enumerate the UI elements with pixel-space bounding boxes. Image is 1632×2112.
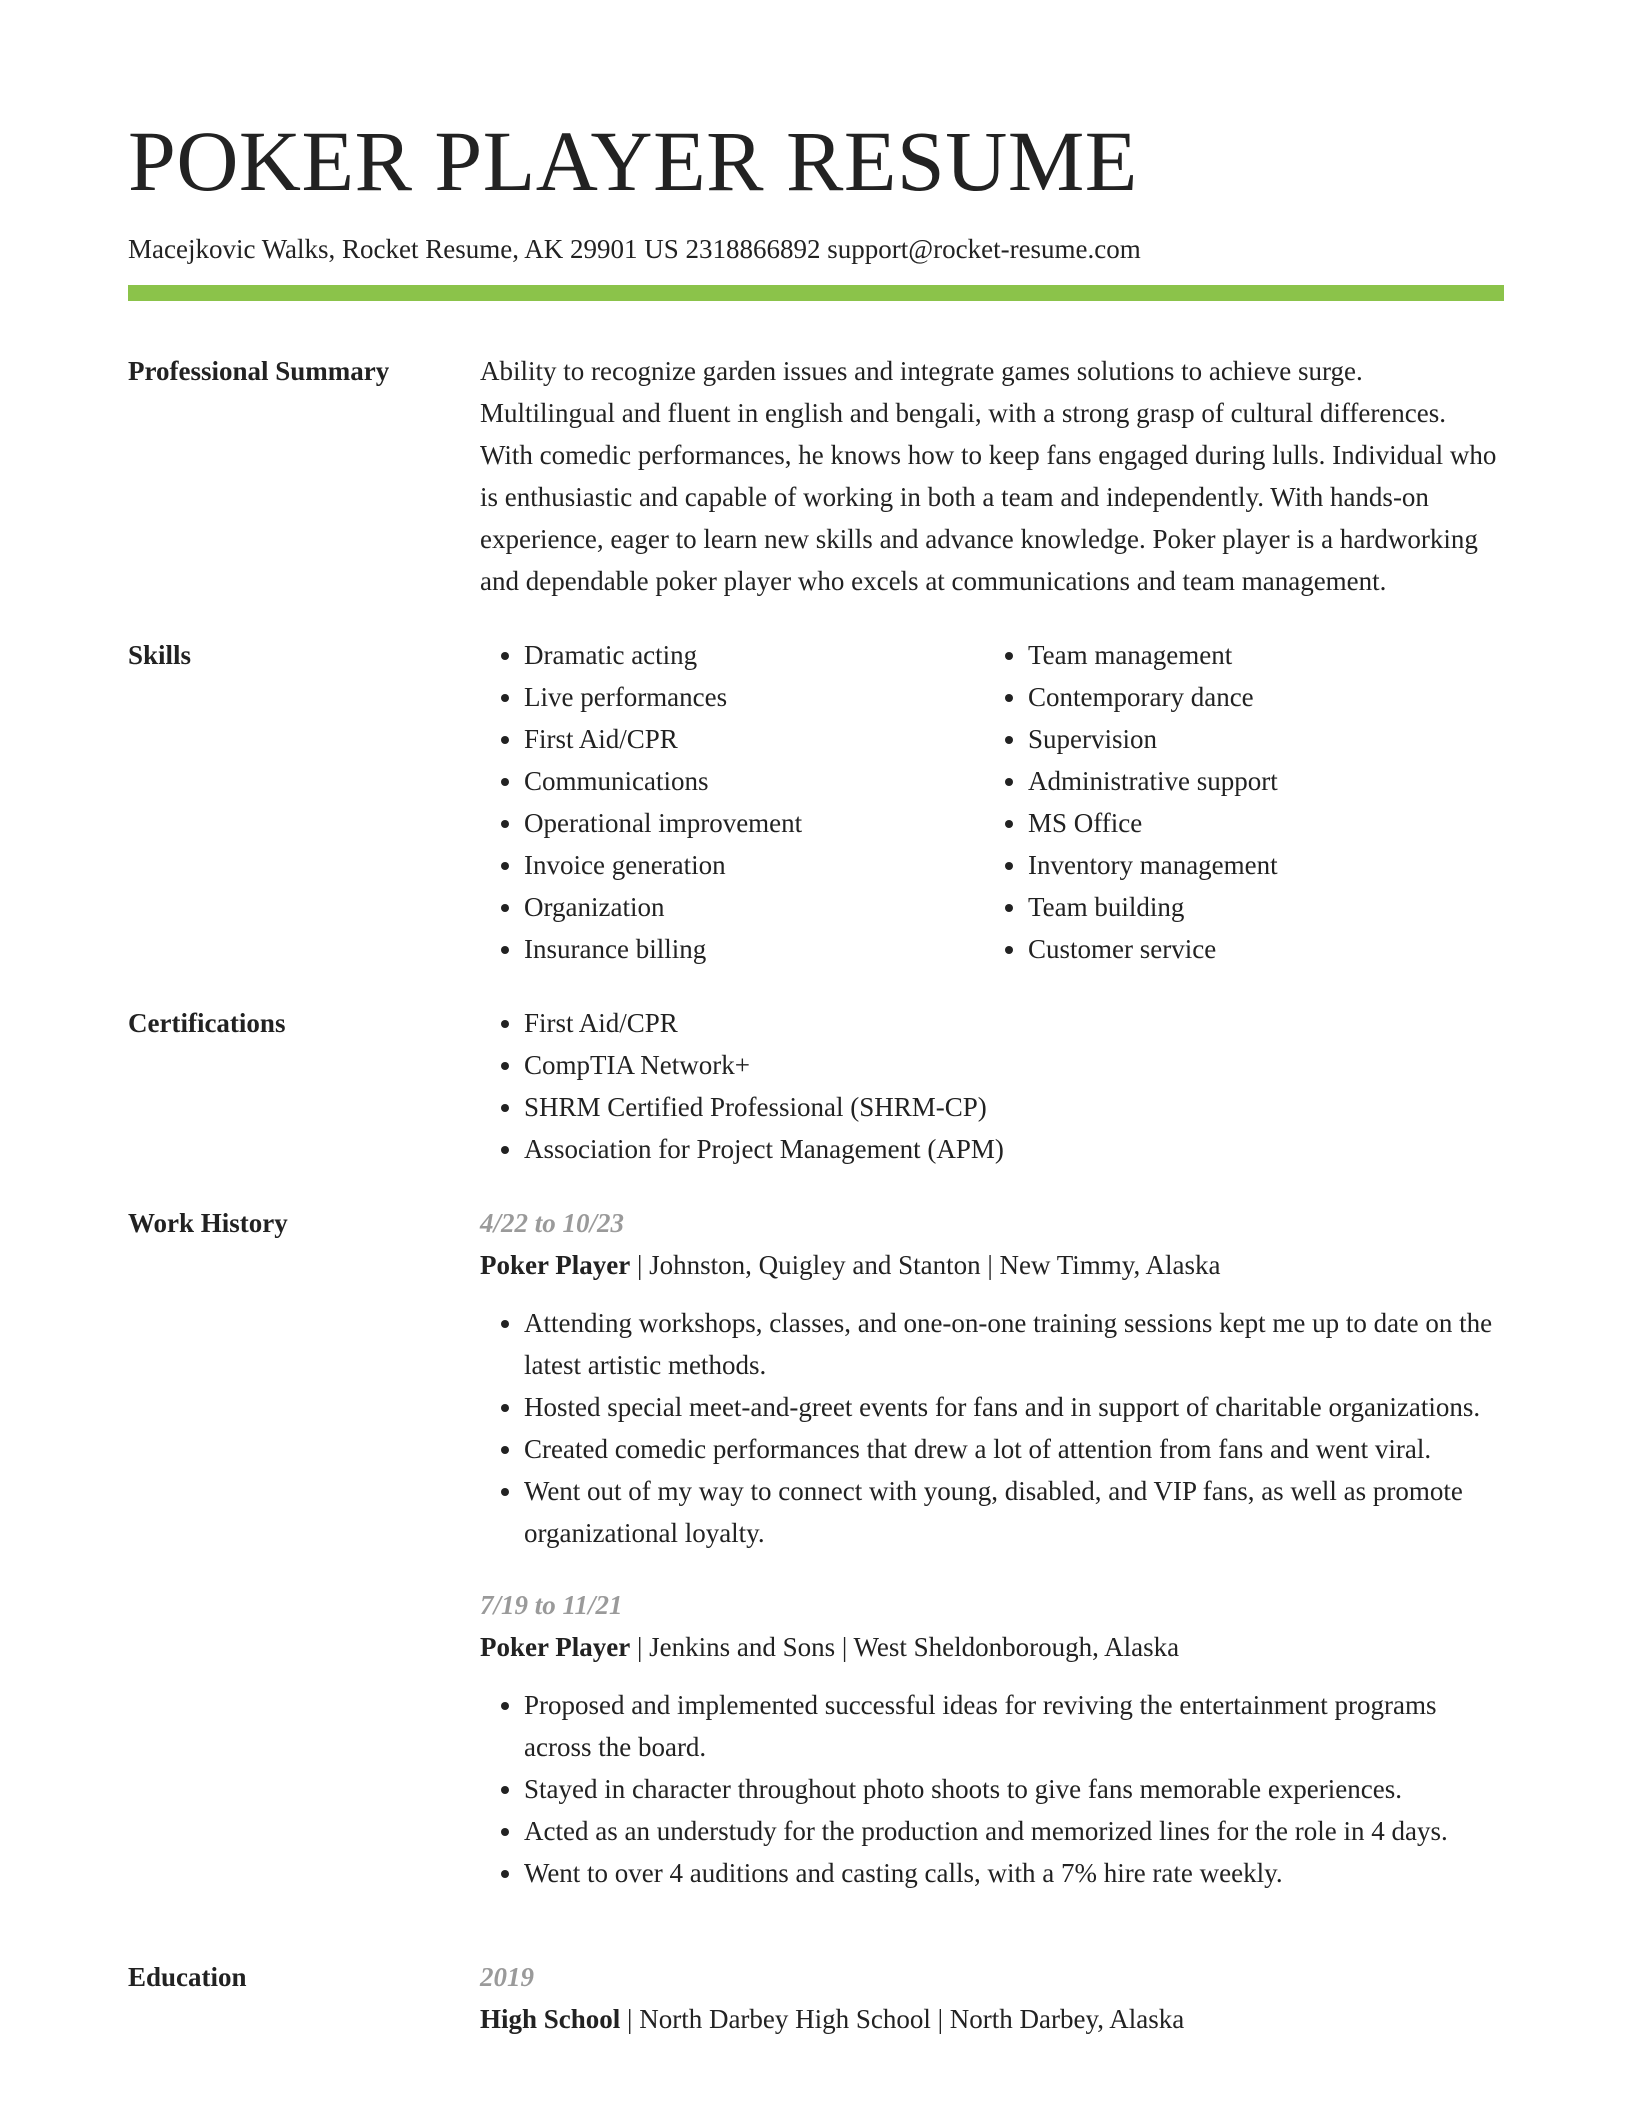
job-title-line: [480, 1626, 1504, 1668]
education-title-line: [480, 1998, 1504, 2040]
list-item: • Inventory management: [1028, 844, 1488, 886]
list-item: • Live performances: [524, 676, 984, 718]
work-history-section: [128, 1202, 1504, 1924]
list-item: • Organization: [524, 886, 984, 928]
list-item: • Customer service: [1028, 928, 1488, 970]
job-details: | Jenkins and Sons | West Sheldonborough, Alaska: [630, 1632, 1180, 1662]
list-item: • Stayed in character throughout photo shoots to give fans memorable experiences.: [524, 1768, 1504, 1810]
list-item: • MS Office: [1028, 802, 1488, 844]
list-item: • Insurance billing: [524, 928, 984, 970]
education-section: [128, 1956, 1504, 2056]
job-title-line: [480, 1244, 1504, 1286]
list-item: • Communications: [524, 760, 984, 802]
list-item: • Went to over 4 auditions and casting calls, with a 7% hire rate weekly.: [524, 1852, 1504, 1894]
contact-line: Macejkovic Walks, Rocket Resume, AK 29901 US 2318866892 support@rocket-resume.com: [128, 234, 1141, 264]
list-item: • Supervision: [1028, 718, 1488, 760]
job-date: 4/22 to 10/23: [480, 1208, 625, 1238]
job-bullets: [480, 1684, 1504, 1894]
list-item: • Team building: [1028, 886, 1488, 928]
job-entry: [480, 1202, 1504, 1554]
list-item: • Hosted special meet-and-greet events for fans and in support of charitable organizations.: [524, 1386, 1504, 1428]
header-divider: [128, 285, 1504, 301]
list-item: • Acted as an understudy for the production and memorized lines for the role in 4 days.: [524, 1810, 1504, 1852]
list-item: • Association for Project Management (APM): [524, 1128, 1504, 1170]
job-bullets: [480, 1302, 1504, 1554]
job-details: | Johnston, Quigley and Stanton | New Timmy, Alaska: [630, 1250, 1221, 1280]
skills-section: [128, 634, 1504, 970]
summary-text: Ability to recognize garden issues and integrate games solutions to achieve surge. Multilingual and fluent in english and bengali, with a strong grasp of cultural differences. With comedic performances, he knows how to keep fans engaged during lulls. Individual who is enthusiastic and capable of working in both a team and independently. With hands-on experience, eager to learn new skills and advance knowledge. Poker player is a hardworking and dependable poker player who excels at communications and team management.: [480, 356, 1497, 596]
list-item: • CompTIA Network+: [524, 1044, 1504, 1086]
section-label: Skills: [128, 640, 192, 670]
professional-summary-section: [128, 350, 1504, 602]
certifications-section: [128, 1002, 1504, 1170]
list-item: • Invoice generation: [524, 844, 984, 886]
section-label: Work History: [128, 1208, 288, 1238]
education-title: High School: [480, 2004, 621, 2034]
resume-sections: [128, 350, 1504, 2088]
list-item: • Team management: [1028, 634, 1488, 676]
list-item: • Operational improvement: [524, 802, 984, 844]
page-title: POKER PLAYER RESUME: [128, 113, 1138, 209]
job-title: Poker Player: [480, 1632, 631, 1662]
skills-list-right: [984, 634, 1488, 970]
job-date: 7/19 to 11/21: [480, 1590, 623, 1620]
certifications-list: [480, 1002, 1504, 1170]
list-item: • Dramatic acting: [524, 634, 984, 676]
education-date: 2019: [480, 1962, 534, 1992]
list-item: • Proposed and implemented successful ideas for reviving the entertainment programs across the board.: [524, 1684, 1504, 1768]
list-item: • Went out of my way to connect with young, disabled, and VIP fans, as well as promote organizational loyalty.: [524, 1470, 1504, 1554]
skills-list-left: [480, 634, 984, 970]
section-label: Professional Summary: [128, 356, 390, 386]
list-item: • First Aid/CPR: [524, 718, 984, 760]
list-item: • Created comedic performances that drew a lot of attention from fans and went viral.: [524, 1428, 1504, 1470]
job-title: Poker Player: [480, 1250, 631, 1280]
education-details: | North Darbey High School | North Darbey, Alaska: [620, 2004, 1185, 2034]
list-item: • SHRM Certified Professional (SHRM-CP): [524, 1086, 1504, 1128]
section-label: Education: [128, 1962, 247, 1992]
list-item: • Administrative support: [1028, 760, 1488, 802]
list-item: • Contemporary dance: [1028, 676, 1488, 718]
list-item: • First Aid/CPR: [524, 1002, 1504, 1044]
job-entry: [480, 1584, 1504, 1894]
list-item: • Attending workshops, classes, and one-on-one training sessions kept me up to date on the latest artistic methods.: [524, 1302, 1504, 1386]
section-label: Certifications: [128, 1008, 286, 1038]
